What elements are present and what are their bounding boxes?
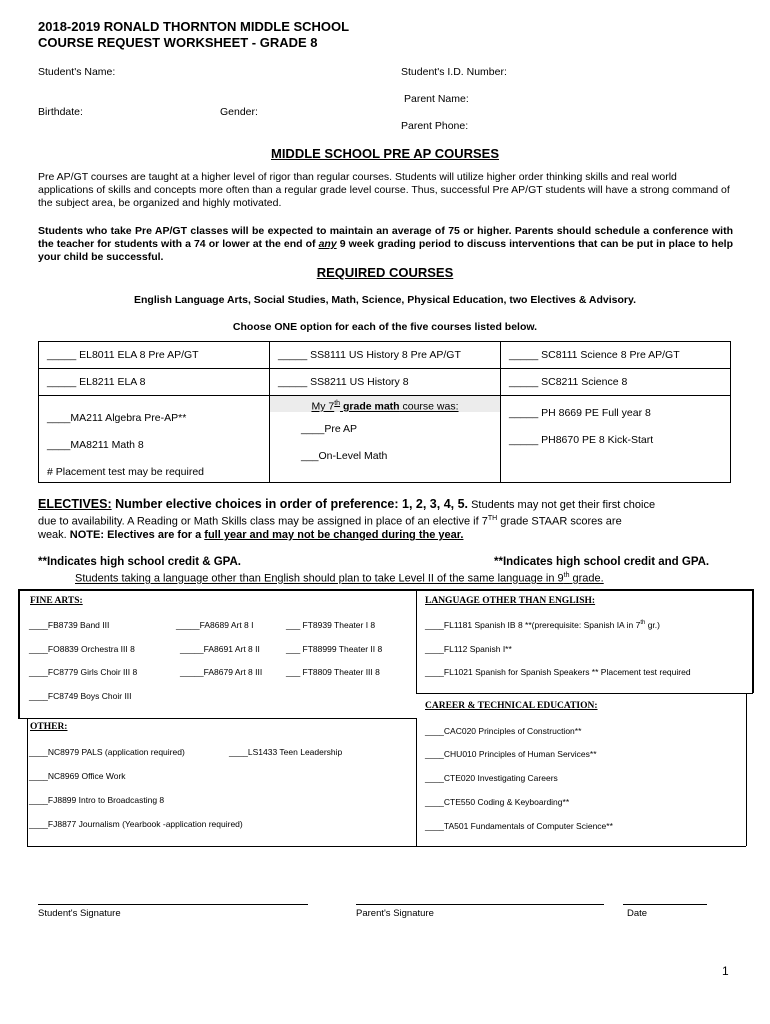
pre-ap-description: Pre AP/GT courses are taught at a higher level of rigor than regular courses. Students will utilize higher order thinking skills and real world applications of skills and concepts more often than a regular grade level course. Thus, successful Pre AP/GT students will have a strong command of the subject area, be organized and highly motivated.	[38, 171, 730, 209]
electives-line3: weak. NOTE: Electives are for a full year and may not be changed during the year.	[38, 529, 464, 541]
option-algebra[interactable]: ____MA211 Algebra Pre-AP**	[47, 412, 187, 424]
option-science[interactable]: _____ SC8211 Science 8	[501, 369, 731, 396]
math-cell	[39, 396, 270, 483]
page-subtitle: COURSE REQUEST WORKSHEET - GRADE 8	[38, 35, 318, 50]
student-id-label: Student's I.D. Number:	[401, 66, 507, 78]
option-seventh-onlevel[interactable]: ___On-Level Math	[301, 450, 388, 462]
required-heading: REQUIRED COURSES	[316, 265, 454, 280]
parent-name-label: Parent Name:	[404, 93, 469, 105]
option-art3[interactable]: _____FA8679 Art 8 III	[180, 667, 263, 677]
pre-ap-expectations: Students who take Pre AP/GT classes will be expected to maintain an average of 75 or higher. Parents should schedule a conference with the teacher for students with a 74 or lower at the end of any 9 week grading period to discuss interventions that can be put in place to help your child be successful.	[38, 225, 733, 263]
option-history[interactable]: _____ SS8211 US History 8	[270, 369, 501, 396]
parent-phone-label: Parent Phone:	[401, 120, 469, 132]
option-pe-full[interactable]: _____ PH 8669 PE Full year 8	[509, 407, 651, 419]
option-teen-leadership[interactable]: ____LS1433 Teen Leadership	[229, 747, 343, 757]
required-courses-table	[38, 341, 731, 483]
option-science-preap[interactable]: _____ SC8111 Science 8 Pre AP/GT	[501, 342, 731, 369]
option-coding[interactable]: ____CTE550 Coding & Keyboarding**	[425, 797, 570, 807]
fine-arts-heading: FINE ARTS:	[30, 596, 83, 606]
required-subjects: English Language Arts, Social Studies, Math, Science, Physical Education, two Electives & Advisory.	[134, 294, 636, 306]
option-seventh-preap[interactable]: ____Pre AP	[301, 423, 358, 435]
option-journalism[interactable]: ____FJ8877 Journalism (Yearbook -application required)	[29, 819, 243, 829]
option-orchestra[interactable]: ____FO8839 Orchestra III 8	[29, 644, 135, 654]
option-theater3[interactable]: ___ FT8809 Theater III 8	[286, 667, 380, 677]
language-heading: LANGUAGE OTHER THAN ENGLISH:	[425, 596, 596, 606]
option-broadcasting[interactable]: ____FJ8899 Intro to Broadcasting 8	[29, 795, 165, 805]
option-pals[interactable]: ____NC8979 PALS (application required)	[29, 747, 185, 757]
option-spanish-1[interactable]: ____FL112 Spanish I**	[425, 644, 512, 654]
credit-note-left: **Indicates high school credit & GPA.	[38, 556, 241, 568]
pe-cell	[501, 396, 731, 483]
option-spanish-speakers[interactable]: ____FL1021 Spanish for Spanish Speakers ** Placement test required	[425, 667, 691, 677]
birthdate-label: Birthdate:	[38, 106, 83, 118]
other-heading: OTHER:	[30, 722, 68, 732]
seventh-grade-math-cell	[270, 396, 501, 483]
page-number: 1	[722, 964, 729, 978]
parent-signature-label: Parent's Signature	[356, 908, 434, 919]
option-girls-choir[interactable]: ____FC8779 Girls Choir III 8	[29, 667, 138, 677]
cte-heading: CAREER & TECHNICAL EDUCATION:	[425, 701, 598, 711]
option-computer-science[interactable]: ____TA501 Fundamentals of Computer Science**	[425, 821, 613, 831]
option-theater1[interactable]: ___ FT8939 Theater I 8	[286, 620, 376, 630]
page-title: 2018-2019 RONALD THORNTON MIDDLE SCHOOL	[38, 19, 350, 34]
option-history-preap[interactable]: _____ SS8111 US History 8 Pre AP/GT	[270, 342, 501, 369]
option-pe-kickstart[interactable]: _____ PH8670 PE 8 Kick-Start	[509, 434, 654, 446]
option-ela-preap[interactable]: _____ EL8011 ELA 8 Pre AP/GT	[39, 342, 270, 369]
gender-label: Gender:	[220, 106, 258, 118]
option-construction[interactable]: ____CAC020 Principles of Construction**	[425, 726, 582, 736]
seventh-grade-question: My 7th grade math course was:	[270, 396, 500, 412]
option-theater2[interactable]: ___ FT88999 Theater II 8	[286, 644, 383, 654]
option-investigating-careers[interactable]: ____CTE020 Investigating Careers	[425, 773, 558, 783]
student-name-label: Student's Name:	[38, 66, 116, 78]
option-art2[interactable]: _____FA8691 Art 8 II	[180, 644, 260, 654]
option-human-services[interactable]: ____CHU010 Principles of Human Services**	[425, 749, 597, 759]
pre-ap-heading: MIDDLE SCHOOL PRE AP COURSES	[270, 146, 499, 161]
date-label: Date	[627, 908, 648, 919]
option-band[interactable]: ____FB8739 Band III	[29, 620, 110, 630]
option-boys-choir[interactable]: ____FC8749 Boys Choir III	[29, 691, 132, 701]
option-office-work[interactable]: ____NC8969 Office Work	[29, 771, 126, 781]
student-signature-label: Student's Signature	[38, 908, 121, 919]
option-spanish-ib[interactable]: ____FL1181 Spanish IB 8 **(prerequisite: Spanish IA in 7th gr.)	[425, 620, 660, 630]
required-instruction: Choose ONE option for each of the five courses listed below.	[232, 321, 538, 333]
option-ela[interactable]: _____ EL8211 ELA 8	[39, 369, 270, 396]
electives-line2: due to availability. A Reading or Math Skills class may be assigned in place of an elective if 7TH grade STAAR scores are	[38, 515, 622, 528]
language-note: Students taking a language other than English should plan to take Level II of the same language in 9th grade.	[75, 572, 604, 585]
credit-note-right: **Indicates high school credit and GPA.	[494, 556, 710, 568]
electives-line1: ELECTIVES: Number elective choices in order of preference: 1, 2, 3, 4, 5. Students may not get their first choice	[38, 497, 656, 511]
option-art1[interactable]: _____FA8689 Art 8 I	[176, 620, 254, 630]
placement-note: # Placement test may be required	[47, 466, 204, 478]
option-math8[interactable]: ____MA8211 Math 8	[47, 439, 144, 451]
